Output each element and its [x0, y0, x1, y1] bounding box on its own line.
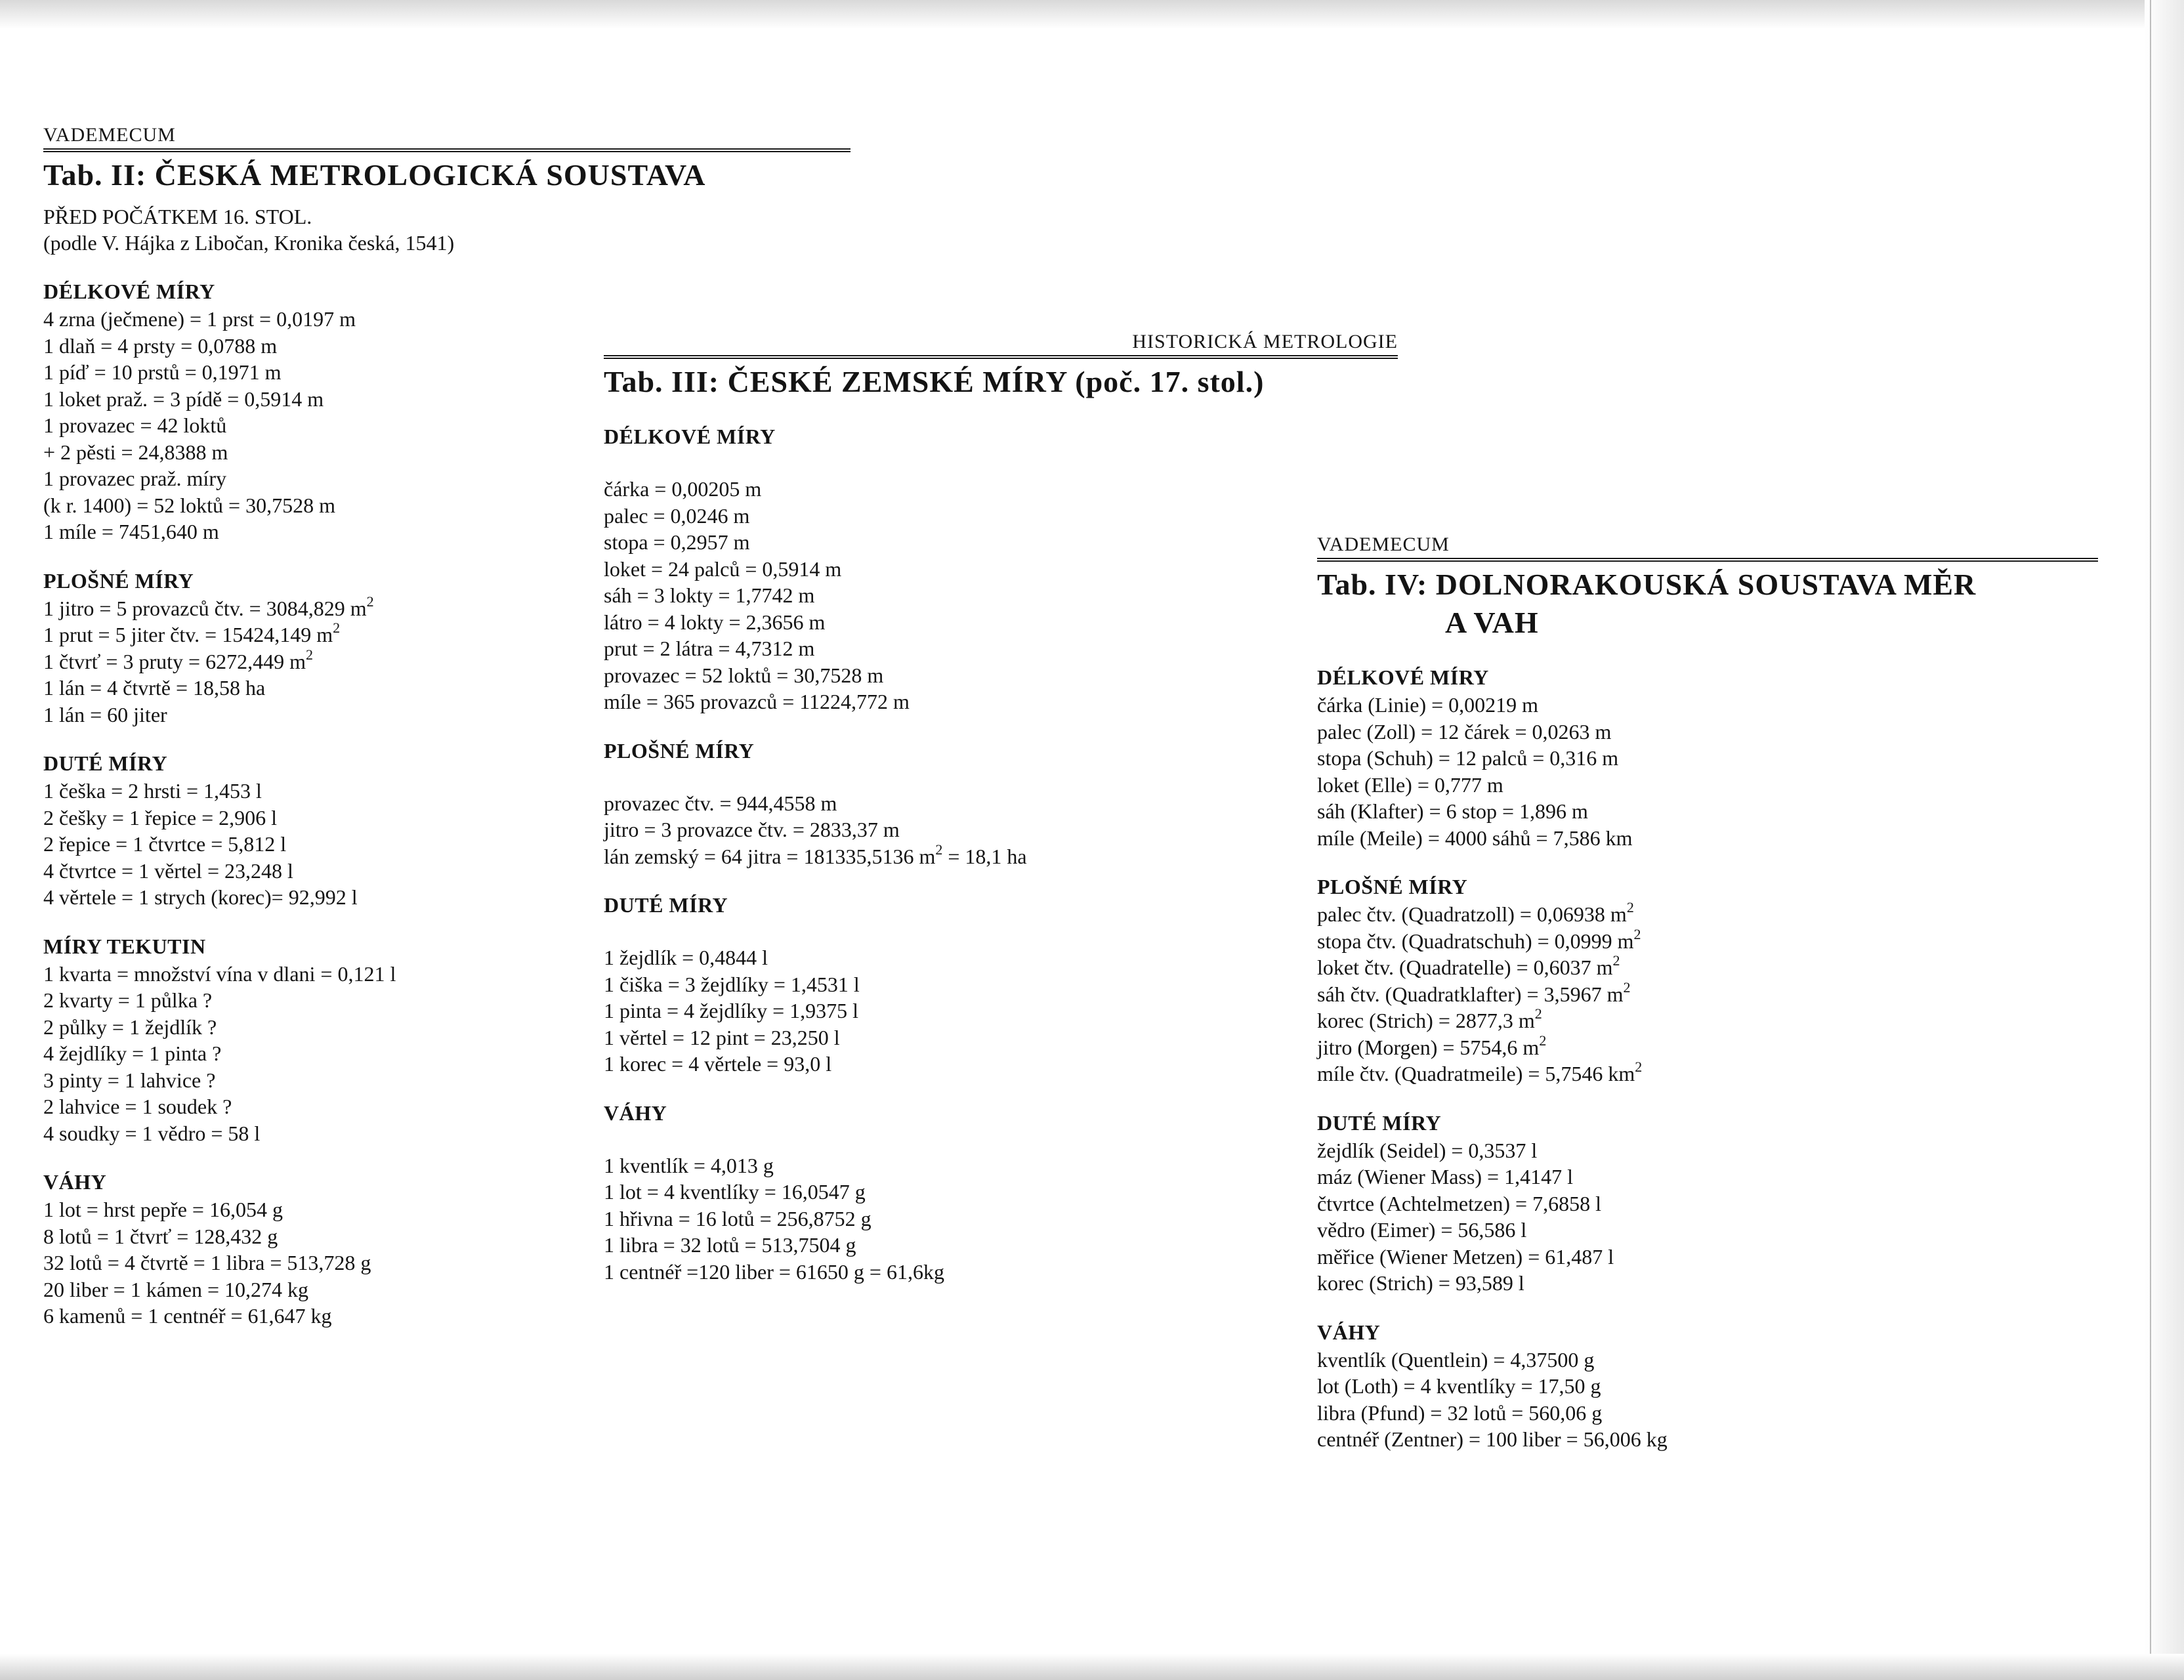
measure-line: [1317, 1137, 2098, 1164]
measure-text: 2 lahvice = 1 soudek ?: [43, 1095, 232, 1118]
measure-text: 1 jitro = 5 provazců čtv. = 3084,829 m: [43, 596, 367, 620]
measure-line: [1317, 1217, 2098, 1244]
measure-line: [604, 529, 1398, 556]
measure-text: 1 libra = 32 lotů = 513,7504 g: [604, 1233, 856, 1257]
measure-text: 1 hřivna = 16 lotů = 256,8752 g: [604, 1206, 872, 1230]
section-heading: DUTÉ MÍRY: [1317, 1110, 1442, 1135]
measure-text: čtvrtce (Achtelmetzen) = 7,6858 l: [1317, 1191, 1601, 1215]
unit-exponent: 2: [305, 646, 313, 663]
measure-text: míle (Meile) = 4000 sáhů = 7,586 km: [1317, 826, 1633, 850]
section-heading: DÉLKOVÉ MÍRY: [604, 425, 776, 448]
measure-text: sáh čtv. (Quadratklafter) = 3,5967 m: [1317, 982, 1624, 1006]
measure-text: libra (Pfund) = 32 lotů = 560,06 g: [1317, 1400, 1603, 1425]
page-edge-top: [0, 0, 2184, 29]
measure-text: 2 řepice = 1 čtvrtce = 5,812 l: [43, 832, 287, 856]
unit-exponent: 2: [366, 593, 374, 610]
section-heading: DUTÉ MÍRY: [604, 893, 728, 917]
tab3-rule: [604, 355, 1398, 359]
measure-line: [604, 1024, 1398, 1051]
measure-text: loket čtv. (Quadratelle) = 0,6037 m: [1317, 956, 1613, 979]
unit-exponent: 2: [1539, 1032, 1547, 1049]
measure-text: loket (Elle) = 0,777 m: [1317, 772, 1503, 797]
measure-line: [43, 1303, 850, 1330]
measure-line: [1317, 798, 2098, 825]
measure-text: 1 češka = 2 hrsti = 1,453 l: [43, 779, 262, 803]
measure-text-suffix: = 18,1 ha: [948, 844, 1027, 868]
unit-exponent: 2: [1612, 952, 1620, 969]
tab2-source: (podle V. Hájka z Libočan, Kronika česká, 1541): [43, 231, 455, 255]
measure-line: [1317, 901, 2098, 928]
measure-text: 8 lotů = 1 čtvrť = 128,432 g: [43, 1224, 278, 1248]
page-edge-bottom: [0, 1654, 2184, 1680]
measure-text: 1 píď = 10 prstů = 0,1971 m: [43, 360, 282, 384]
tab3-sections: [604, 423, 1398, 1285]
measure-line: [1317, 1060, 2098, 1087]
unit-exponent: 2: [1626, 899, 1634, 915]
measure-line: [604, 688, 1398, 715]
measure-text: 1 věrtel = 12 pint = 23,250 l: [604, 1025, 840, 1049]
measure-line: [43, 306, 850, 333]
measure-line: [1317, 1373, 2098, 1400]
measure-section: [604, 423, 1398, 715]
measure-text: stopa = 0,2957 m: [604, 530, 750, 554]
measure-text: sáh = 3 lokty = 1,7742 m: [604, 583, 815, 607]
measure-text: míle = 365 provazců = 11224,772 m: [604, 690, 910, 713]
tab4-block: [1317, 533, 2098, 1453]
measure-text: 1 provazec praž. míry: [43, 467, 226, 490]
measure-text: jitro (Morgen) = 5754,6 m: [1317, 1035, 1540, 1059]
measure-text: korec (Strich) = 2877,3 m: [1317, 1009, 1535, 1032]
measure-section: [604, 1100, 1398, 1286]
section-heading: PLOŠNÉ MÍRY: [43, 568, 194, 593]
measure-line: [1317, 1007, 2098, 1034]
measure-text: lot (Loth) = 4 kventlíky = 17,50 g: [1317, 1374, 1601, 1398]
measure-line: [1317, 1426, 2098, 1453]
section-heading: DUTÉ MÍRY: [43, 751, 168, 775]
measure-line: [604, 1051, 1398, 1078]
measure-text: 1 loket praž. = 3 pídě = 0,5914 m: [43, 387, 324, 411]
measure-line: [604, 476, 1398, 503]
measure-text: stopa čtv. (Quadratschuh) = 0,0999 m: [1317, 929, 1634, 953]
measure-text: 1 čiška = 3 žejdlíky = 1,4531 l: [604, 972, 860, 996]
measure-line: [1317, 772, 2098, 799]
measure-text: 1 dlaň = 4 prsty = 0,0788 m: [43, 333, 278, 358]
measure-line: [1317, 1190, 2098, 1217]
section-heading: PLOŠNÉ MÍRY: [604, 738, 755, 763]
measure-section: [1317, 1110, 2098, 1297]
measure-line: [604, 816, 1398, 843]
measure-line: [1317, 1347, 2098, 1374]
measure-text: 1 kventlík = 4,013 g: [604, 1153, 774, 1177]
unit-exponent: 2: [1633, 925, 1641, 942]
measure-text: 1 prut = 5 jiter čtv. = 15424,149 m: [43, 623, 333, 646]
measure-line: [1317, 745, 2098, 772]
measure-text: kventlík (Quentlein) = 4,37500 g: [1317, 1347, 1595, 1372]
measure-line: [1317, 978, 2098, 1008]
section-heading: VÁHY: [604, 1101, 667, 1125]
unit-exponent: 2: [333, 620, 341, 636]
measure-text: 1 lán = 4 čtvrtě = 18,58 ha: [43, 676, 266, 700]
tab4-title: Tab. IV: DOLNORAKOUSKÁ SOUSTAVA MĚR: [1317, 568, 1977, 601]
measure-section: [1317, 664, 2098, 851]
tab4-header: VADEMECUM: [1317, 534, 1450, 555]
measure-text: čárka (Linie) = 0,00219 m: [1317, 693, 1539, 717]
measure-text: měřice (Wiener Metzen) = 61,487 l: [1317, 1244, 1614, 1269]
tab2-header: VADEMECUM: [43, 124, 176, 146]
measure-line: [1317, 1270, 2098, 1297]
measure-text: 4 žejdlíky = 1 pinta ?: [43, 1041, 222, 1065]
measure-text: 4 zrna (ječmene) = 1 prst = 0,0197 m: [43, 307, 356, 331]
section-heading: VÁHY: [1317, 1320, 1381, 1344]
measure-text: provazec = 52 loktů = 30,7528 m: [604, 663, 884, 687]
measure-line: [1317, 825, 2098, 852]
measure-text: + 2 pěsti = 24,8388 m: [43, 440, 228, 464]
measure-line: [604, 971, 1398, 998]
measure-line: [1317, 1244, 2098, 1270]
tab2-subtitle: PŘED POČÁTKEM 16. STOL.: [43, 205, 312, 228]
measure-section: [604, 738, 1398, 870]
measure-line: [604, 1259, 1398, 1286]
measure-text: 2 kvarty = 1 půlka ?: [43, 988, 213, 1012]
measure-line: [604, 998, 1398, 1024]
unit-exponent: 2: [1623, 978, 1631, 996]
measure-text: 1 provazec = 42 loktů: [43, 413, 227, 437]
measure-text: čárka = 0,00205 m: [604, 477, 762, 501]
page-fold: [2150, 0, 2151, 1680]
tab3-block: [604, 330, 1398, 1285]
measure-text: 32 lotů = 4 čtvrtě = 1 libra = 513,728 g: [43, 1251, 371, 1274]
measure-text: 2 půlky = 1 žejdlík ?: [43, 1015, 217, 1039]
measure-text: 1 pinta = 4 žejdlíky = 1,9375 l: [604, 999, 859, 1022]
measure-text: stopa (Schuh) = 12 palců = 0,316 m: [1317, 746, 1619, 770]
measure-line: [604, 790, 1398, 817]
measure-text: 1 míle = 7451,640 m: [43, 520, 219, 543]
measure-text: 4 věrtele = 1 strych (korec)= 92,992 l: [43, 885, 358, 909]
measure-line: [604, 1152, 1398, 1179]
tab4-rule: [1317, 558, 2098, 562]
measure-line: [604, 843, 1398, 870]
unit-exponent: 2: [1635, 1059, 1643, 1075]
section-heading: MÍRY TEKUTIN: [43, 934, 206, 958]
measure-line: [604, 1232, 1398, 1259]
measure-text: 6 kamenů = 1 centnéř = 61,647 kg: [43, 1304, 332, 1328]
tab2-title: Tab. II: ČESKÁ METROLOGICKÁ SOUSTAVA: [43, 158, 706, 192]
measure-text: 1 lot = hrst pepře = 16,054 g: [43, 1198, 283, 1221]
measure-line: [604, 662, 1398, 689]
measure-text: 4 čtvrtce = 1 věrtel = 23,248 l: [43, 858, 293, 883]
measure-text: korec (Strich) = 93,589 l: [1317, 1271, 1524, 1295]
measure-text: 1 korec = 4 věrtele = 93,0 l: [604, 1052, 832, 1076]
measure-text: 1 čtvrť = 3 pruty = 6272,449 m: [43, 649, 306, 673]
tab3-header: HISTORICKÁ METROLOGIE: [1132, 331, 1398, 352]
measure-text: vědro (Eimer) = 56,586 l: [1317, 1218, 1527, 1242]
measure-line: [1317, 925, 2098, 955]
measure-text: 1 kvarta = množství vína v dlani = 0,121 l: [43, 961, 396, 986]
measure-line: [604, 944, 1398, 971]
measure-section: [1317, 873, 2098, 1087]
tab4-title-continued: A VAH: [1445, 606, 1539, 639]
unit-exponent: 2: [1534, 1005, 1542, 1022]
tab2-rule: [43, 148, 850, 152]
measure-line: [1317, 1400, 2098, 1427]
measure-line: [604, 1179, 1398, 1206]
measure-line: [604, 503, 1398, 530]
section-heading: DÉLKOVÉ MÍRY: [1317, 665, 1489, 689]
section-heading: PLOŠNÉ MÍRY: [1317, 875, 1468, 898]
measure-line: [604, 582, 1398, 609]
measure-line: [1317, 1164, 2098, 1190]
measure-text: prut = 2 látra = 4,7312 m: [604, 637, 815, 660]
section-heading: VÁHY: [43, 1170, 107, 1194]
tab3-title: Tab. III: ČESKÉ ZEMSKÉ MÍRY (poč. 17. stol.): [604, 365, 1265, 398]
measure-text: 20 liber = 1 kámen = 10,274 kg: [43, 1277, 309, 1301]
measure-text: palec (Zoll) = 12 čárek = 0,0263 m: [1317, 719, 1612, 744]
measure-text: palec = 0,0246 m: [604, 503, 750, 528]
measure-text: 1 žejdlík = 0,4844 l: [604, 946, 768, 969]
measure-line: [604, 1206, 1398, 1232]
measure-line: [604, 635, 1398, 662]
measure-text: (k r. 1400) = 52 loktů = 30,7528 m: [43, 493, 335, 517]
measure-text: loket = 24 palců = 0,5914 m: [604, 556, 842, 581]
measure-text: palec čtv. (Quadratzoll) = 0,06938 m: [1317, 902, 1627, 926]
measure-text: 2 češky = 1 řepice = 2,906 l: [43, 805, 277, 830]
measure-text: 1 lot = 4 kventlíky = 16,0547 g: [604, 1180, 866, 1204]
measure-text: 1 centnéř =120 liber = 61650 g = 61,6kg: [604, 1259, 944, 1284]
measure-line: [1317, 719, 2098, 746]
measure-line: [604, 609, 1398, 636]
measure-text: jitro = 3 provazce čtv. = 2833,37 m: [604, 818, 900, 841]
measure-section: [604, 892, 1398, 1078]
measure-text: 4 soudky = 1 vědro = 58 l: [43, 1121, 261, 1145]
measure-text: centnéř (Zentner) = 100 liber = 56,006 kg: [1317, 1427, 1668, 1451]
measure-text: míle čtv. (Quadratmeile) = 5,7546 km: [1317, 1062, 1635, 1085]
measure-text: žejdlík (Seidel) = 0,3537 l: [1317, 1138, 1538, 1162]
measure-text: sáh (Klafter) = 6 stop = 1,896 m: [1317, 799, 1588, 823]
measure-line: [604, 556, 1398, 583]
section-heading: DÉLKOVÉ MÍRY: [43, 280, 215, 303]
measure-text: lán zemský = 64 jitra = 181335,5136 m: [604, 844, 936, 868]
measure-text: 1 lán = 60 jiter: [43, 702, 167, 726]
measure-text: látro = 4 lokty = 2,3656 m: [604, 610, 826, 634]
tab4-sections: [1317, 664, 2098, 1453]
measure-section: [1317, 1319, 2098, 1453]
measure-text: provazec čtv. = 944,4558 m: [604, 791, 837, 815]
unit-exponent: 2: [935, 841, 943, 858]
measure-text: 3 pinty = 1 lahvice ?: [43, 1068, 216, 1092]
measure-line: [1317, 692, 2098, 719]
measure-text: máz (Wiener Mass) = 1,4147 l: [1317, 1165, 1573, 1188]
measure-line: [1317, 954, 2098, 981]
measure-line: [1317, 1034, 2098, 1061]
